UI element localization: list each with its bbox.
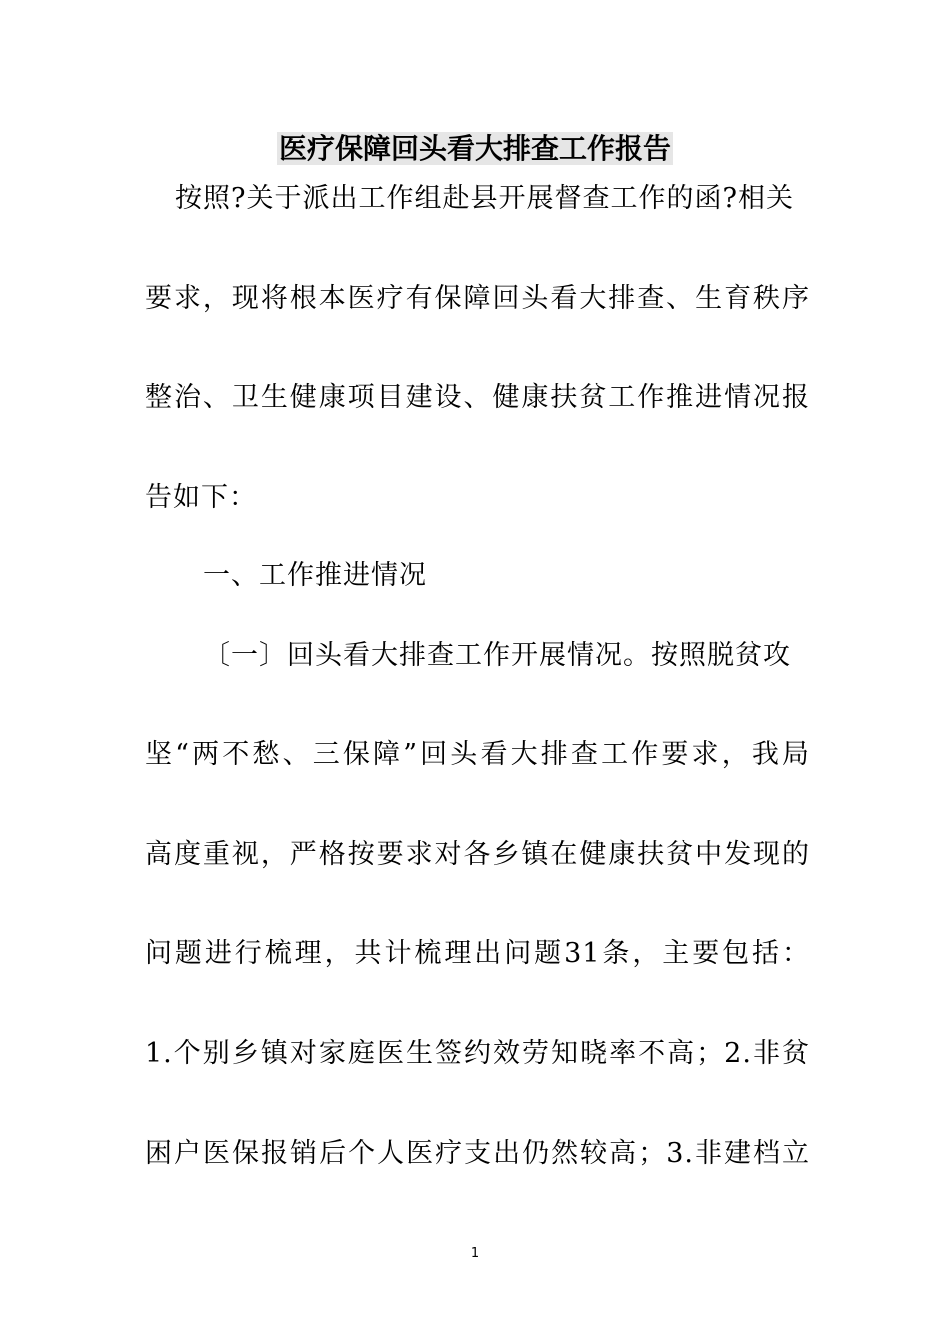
page-number: 1 <box>470 1246 480 1261</box>
paragraph-line: 坚“两不愁、三保障”回头看大排查工作要求，我局 <box>145 739 810 770</box>
paragraph-line: 按照?关于派出工作组赴县开展督查工作的函?相关 <box>175 183 794 214</box>
paragraph-line: 问题进行梳理，共计梳理出问题31条，主要包括： <box>145 938 810 969</box>
paragraph-line: 〔一〕回头看大排查工作开展情况。按照脱贫攻 <box>203 640 791 671</box>
title-text: 医疗保障回头看大排查工作报告 <box>278 132 671 165</box>
paragraph-line: 1.个别乡镇对家庭医生签约效劳知晓率不高；2.非贫 <box>145 1038 810 1069</box>
paragraph-line: 要求，现将根本医疗有保障回头看大排查、生育秩序 <box>145 283 810 314</box>
paragraph-line: 整治、卫生健康项目建设、健康扶贫工作推进情况报 <box>145 382 810 413</box>
document-title <box>0 130 950 168</box>
section-heading: 一、工作推进情况 <box>203 560 427 591</box>
paragraph-line: 高度重视，严格按要求对各乡镇在健康扶贫中发现的 <box>145 839 810 870</box>
paragraph-line: 告如下： <box>145 482 257 513</box>
paragraph-line: 困户医保报销后个人医疗支出仍然较高；3.非建档立 <box>145 1138 810 1169</box>
